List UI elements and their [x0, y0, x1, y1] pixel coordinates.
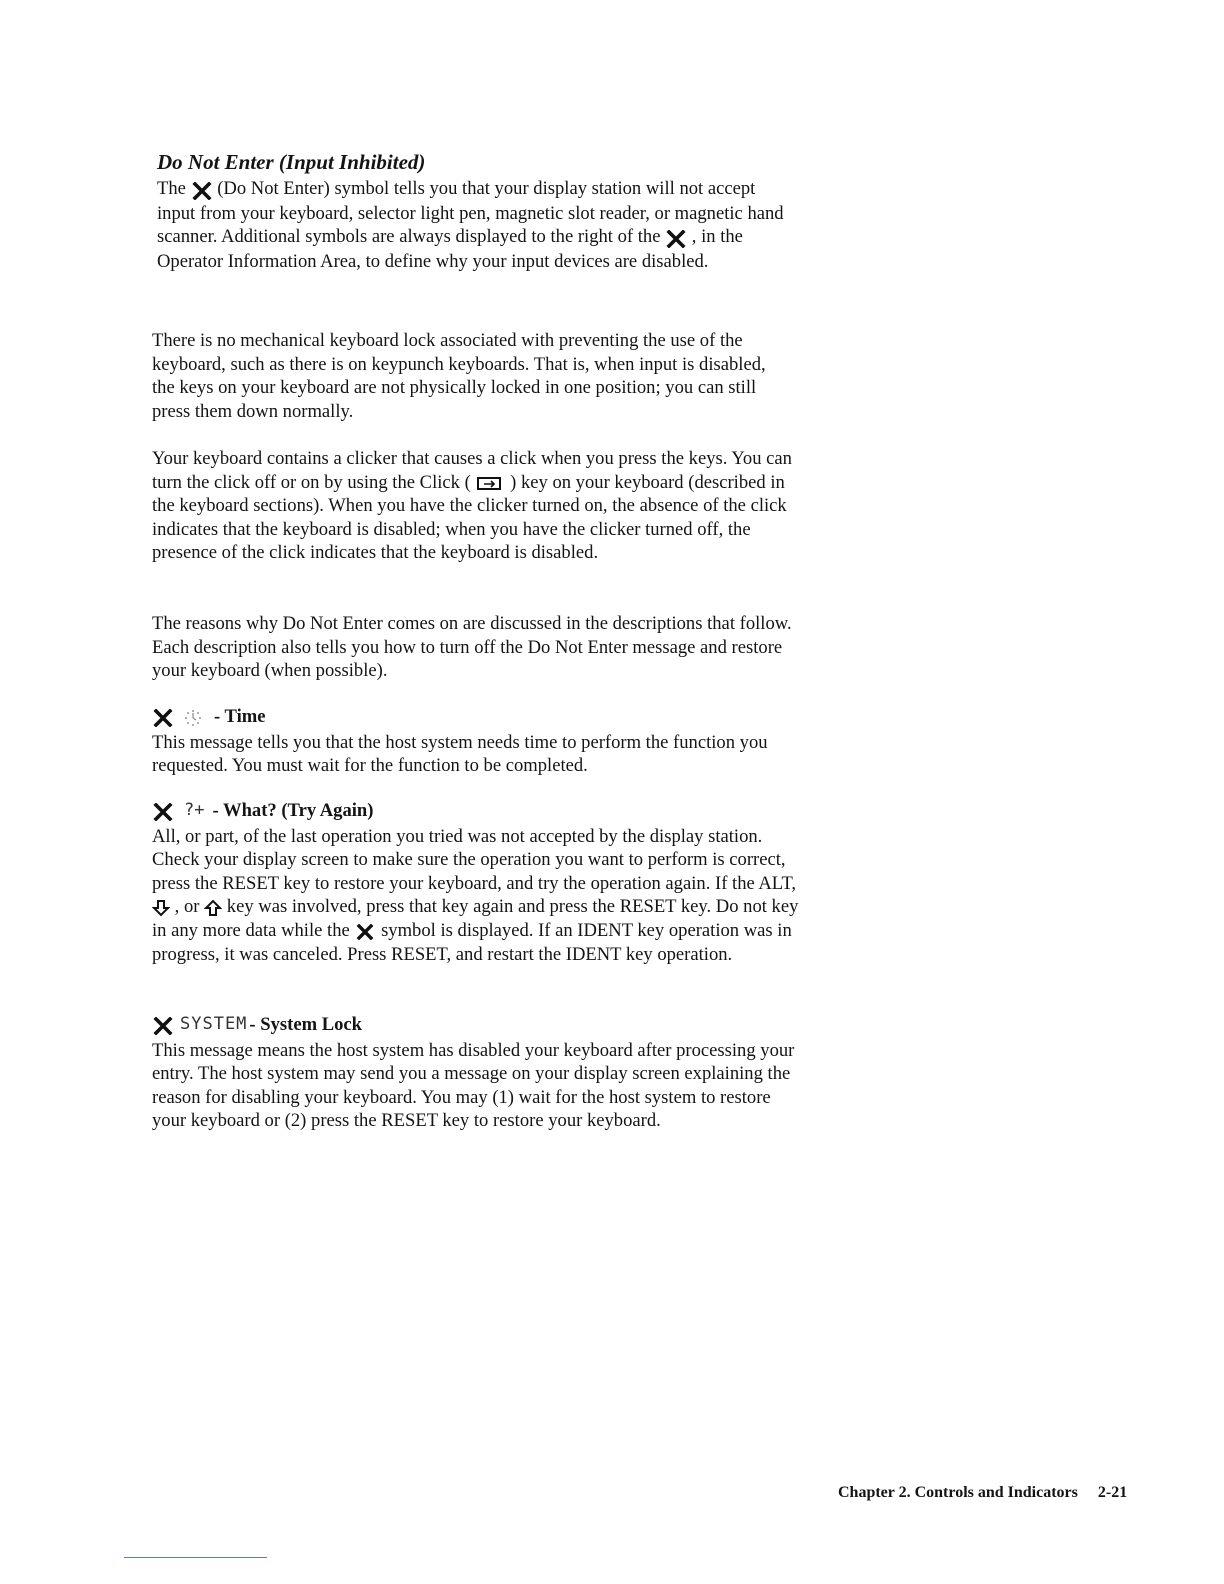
system-label: - System Lock: [249, 1014, 363, 1035]
what-entry: [152, 799, 802, 966]
page-footer: [838, 1484, 1127, 1502]
do-not-enter-x-icon: [152, 1013, 174, 1037]
time-heading: [152, 705, 802, 729]
what-heading: [152, 799, 802, 823]
system-symbol: SYSTEM: [180, 1014, 248, 1034]
time-entry: [152, 705, 802, 778]
divider: [124, 1557, 267, 1558]
intro-paragraph: [157, 177, 797, 273]
intro-text-1: The: [157, 178, 186, 199]
section-title: Do Not Enter (Input Inhibited): [157, 150, 426, 174]
page-number: 2-21: [1097, 1484, 1128, 1501]
do-not-enter-x-icon: [152, 705, 174, 729]
do-not-enter-x-icon: [152, 799, 174, 823]
keyboard-lock-paragraph: There is no mechanical keyboard lock associated with preventing the use of the keyboard, such as there is on keypunch keyboards. That is, when input is disabled, the keys on your keyboard are not physically locked in one position; you can still press them down normally.: [152, 330, 766, 422]
clicker-text-1: Your keyboard contains a clicker that causes a click when you press the keys. You can turn the click off or on by using the Click (: [152, 448, 792, 493]
what-text-3: key was involved, press that key again and press the RESET key. Do not key in any more data while the: [152, 896, 799, 941]
clock-icon: [182, 705, 204, 729]
click-key-icon: [475, 472, 510, 493]
do-not-enter-x-icon: [191, 178, 213, 202]
shift-up-arrow-icon: [204, 896, 227, 917]
clicker-paragraph: [152, 447, 792, 565]
shift-down-arrow-icon: [152, 896, 175, 917]
clicker-text-2: ) key on your keyboard (described in the keyboard sections). When you have the clicker turned on, the absence of the click indicates that the keyboard is disabled; when you have the clicker turned off, the presence of the click indicates that the keyboard is disabled.: [152, 471, 787, 564]
chapter-title: Chapter 2. Controls and Indicators: [838, 1484, 1078, 1501]
do-not-enter-x-icon: [354, 920, 381, 941]
system-body: This message means the host system has disabled your keyboard after processing your entry. The host system may send you a message on your display screen explaining the reason for disabling your keyboard. You may (1) wait for the host system to restore your keyboard or (2) press the RESET key to restore your keyboard.: [152, 1039, 795, 1132]
reasons-paragraph: The reasons why Do Not Enter comes on are discussed in the descriptions that follow. Each description also tells you how to turn off the Do Not Enter message and restore your keyboard (when possible).: [152, 613, 792, 682]
what-body: [152, 825, 802, 967]
what-label: - What? (Try Again): [212, 800, 374, 821]
intro-text-2: (Do Not Enter) symbol tells you that your display station will not accept input from your keyboard, selector light pen, magnetic slot reader, or magnetic hand scanner. Additional symbols are always displayed to the right of the: [157, 178, 784, 248]
what-text-2: , or: [174, 896, 200, 918]
what-text-1: All, or part, of the last operation you tried was not accepted by the display station. Check your display screen to make sure the operation you want to perform is correct, press the RESET key to restore your keyboard, and try the operation again. If the ALT,: [152, 825, 797, 894]
do-not-enter-x-icon: [665, 226, 687, 250]
intro-text-3: , in the Operator Information Area, to define why your input devices are disabled.: [157, 226, 743, 272]
time-label: - Time: [214, 706, 266, 727]
what-symbol: ?+: [184, 800, 205, 820]
time-body: This message tells you that the host system needs time to perform the function you requested. You must wait for the function to be completed.: [152, 731, 768, 777]
what-text-4: symbol is displayed. If an IDENT key operation was in progress, it was canceled. Press RESET, and restart the IDENT key operation.: [152, 919, 792, 965]
system-heading: [152, 1013, 802, 1037]
system-lock-entry: [152, 1013, 802, 1133]
